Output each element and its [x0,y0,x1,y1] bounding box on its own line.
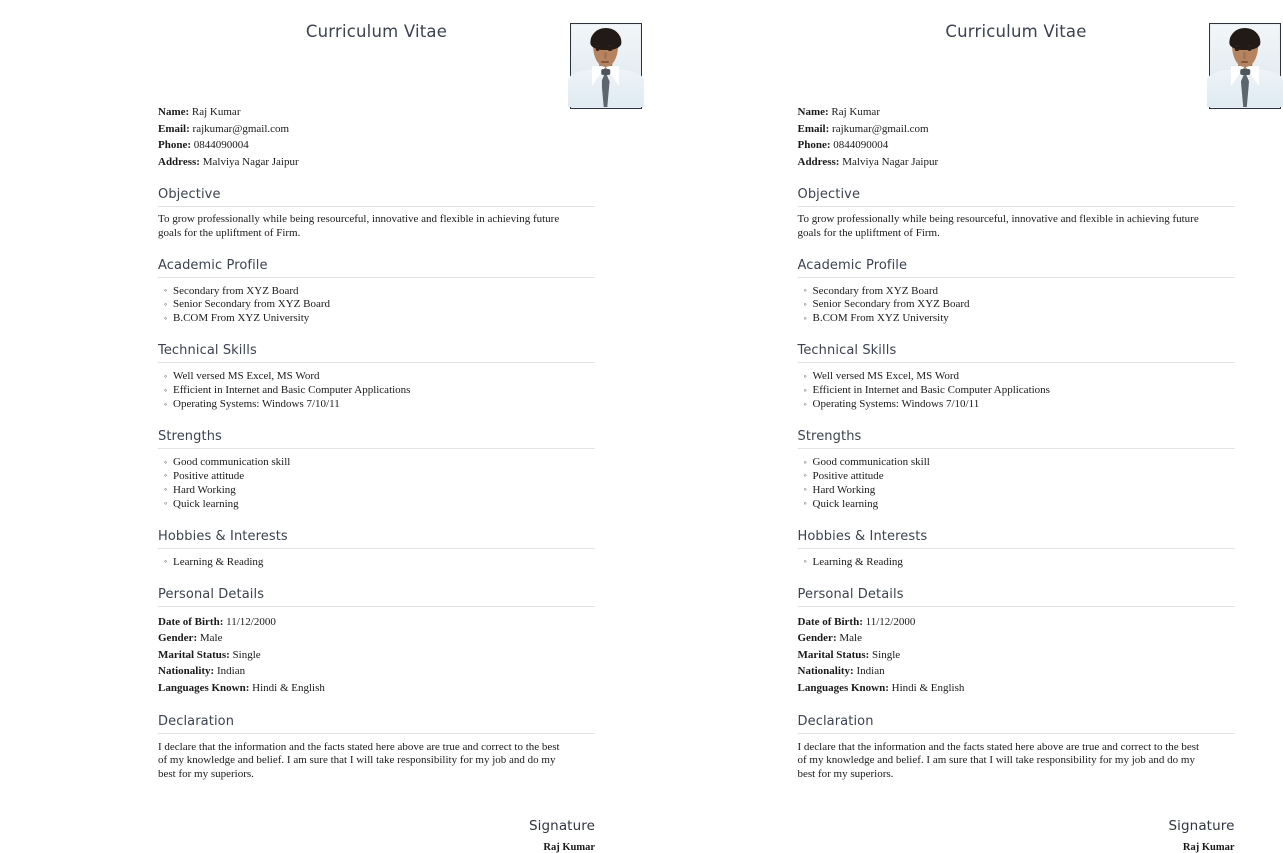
personal-detail-row [158,614,641,631]
academic-list [798,285,1281,327]
personal-detail-value: Single [229,648,261,661]
contact-address-value: Malviya Nagar Jaipur [202,155,299,168]
contact-name-label: Name: [158,106,190,118]
section-strengths-heading: Strengths [158,429,222,444]
contact-email-value: rajkumar@gmail.com [832,122,929,135]
section-declaration-body: I declare that the information and the facts stated here above are true and correct to the best of my knowledge and belief. I am sure that I will take responsibility for my job and do my best for my superiors. [158,740,560,780]
photo-image [1211,25,1279,107]
signature-name: Raj Kumar [543,842,595,853]
contact-phone-row [798,137,1281,154]
section-divider [158,362,595,363]
contact-name-value: Raj Kumar [831,106,880,118]
section-technical-heading: Technical Skills [797,343,897,359]
section-hobbies [158,529,641,570]
list-item: ◦ Good communication skill [804,456,1281,470]
technical-list [158,370,641,412]
section-divider [798,206,1235,207]
section-academic-profile [798,258,1281,327]
contact-block [798,104,1281,170]
personal-detail-value: Single [869,648,901,661]
section-divider [158,206,595,207]
personal-detail-value: Male [197,632,223,645]
list-item: ◦ Efficient in Internet and Basic Computer Applications [804,384,1281,398]
contact-phone-label: Phone: [158,139,191,152]
personal-detail-value: 11/12/2000 [223,615,276,628]
list-item: ◦ Learning & Reading [804,556,1281,570]
personal-detail-row [798,647,1281,664]
list-item: ◦ Learning & Reading [164,556,641,570]
personal-detail-label: Date of Birth: [158,615,224,628]
strengths-list [158,456,641,512]
section-declaration [798,714,1281,782]
contact-phone-value: 0844090004 [833,139,889,152]
hobbies-list [798,556,1281,570]
contact-address-row [158,154,641,171]
photo-mouth-shape [1241,61,1248,63]
contact-address-label: Address: [158,155,200,168]
list-item: ◦ Hard Working [804,484,1281,498]
section-divider [158,606,595,607]
photo-tie-knot-shape [1240,69,1250,75]
section-objective [798,187,1281,240]
section-divider [798,548,1235,549]
list-item: ◦ Well versed MS Excel, MS Word [804,370,1281,384]
photo-brow-right-shape [1247,45,1252,47]
personal-detail-label: Marital Status: [797,648,870,661]
contact-phone-label: Phone: [797,139,831,152]
signature-heading: Signature [528,818,595,835]
section-personal-heading: Personal Details [797,586,904,602]
cv-header [798,0,1281,108]
section-declaration-body: I declare that the information and the facts stated here above are true and correct to the best of my knowledge and belief. I am sure that I will take responsibility for my job and do my best for my superiors. [797,740,1200,780]
list-item: ◦ Efficient in Internet and Basic Computer Applications [164,384,641,398]
contact-phone-value: 0844090004 [193,139,249,152]
personal-detail-row [798,630,1281,647]
photo-eye-left-shape [1235,48,1238,50]
candidate-photo [1209,23,1281,109]
list-item: ◦ Operating Systems: Windows 7/10/11 [804,398,1281,412]
section-objective-body: To grow professionally while being resourceful, innovative and flexible in achieving future goals for the upliftment of Firm. [797,213,1199,239]
list-item: ◦ B.COM From XYZ University [164,312,641,326]
section-declaration-heading: Declaration [797,713,874,729]
personal-detail-row [798,614,1281,631]
section-strengths-heading: Strengths [797,429,862,444]
contact-email-label: Email: [797,122,830,135]
personal-detail-value: Hindi & English [888,681,965,694]
section-objective-heading: Objective [797,187,861,203]
section-academic-heading: Academic Profile [797,257,908,273]
personal-detail-label: Nationality: [158,665,215,678]
photo-hair-shape [1229,28,1260,49]
section-technical-skills [798,343,1281,412]
contact-phone-row [158,137,641,154]
personal-detail-label: Nationality: [797,665,854,678]
section-divider [158,277,595,278]
contact-name-label: Name: [797,106,829,118]
personal-detail-label: Marital Status: [158,648,230,661]
personal-detail-row [158,680,641,697]
contact-email-row [798,121,1281,138]
section-divider [158,448,595,449]
technical-list [798,370,1281,412]
cv-document-right [797,0,1281,853]
personal-detail-row [158,630,641,647]
contact-address-row [798,154,1281,171]
list-item: ◦ Secondary from XYZ Board [164,285,641,299]
section-strengths [158,429,641,512]
personal-detail-value: Indian [853,665,885,678]
list-item: ◦ Positive attitude [164,470,641,484]
personal-detail-label: Gender: [158,632,198,645]
photo-tie-knot-shape [601,69,611,75]
personal-detail-label: Gender: [797,632,837,645]
signature-block [158,818,595,853]
list-item: ◦ Positive attitude [804,470,1281,484]
list-item: ◦ Quick learning [164,498,641,512]
personal-details-rows [158,614,641,697]
personal-details-rows [798,614,1281,697]
section-personal-details [158,587,641,697]
section-divider [158,548,595,549]
section-declaration-heading: Declaration [158,713,235,729]
cv-document-left [158,0,641,853]
list-item: ◦ Secondary from XYZ Board [804,285,1281,299]
section-personal-details [798,587,1281,697]
contact-address-value: Malviya Nagar Jaipur [842,155,939,168]
candidate-photo [570,23,642,109]
personal-detail-label: Languages Known: [797,681,889,694]
page-title: Curriculum Vitae [305,22,448,41]
signature-name: Raj Kumar [1182,842,1235,853]
section-academic-heading: Academic Profile [158,257,268,273]
photo-brow-right-shape [607,45,612,47]
contact-email-row [158,121,641,138]
personal-detail-row [158,647,641,664]
section-hobbies [798,529,1281,570]
contact-name-value: Raj Kumar [191,106,241,118]
signature-block [798,818,1235,853]
list-item: ◦ Good communication skill [164,456,641,470]
personal-detail-value: 11/12/2000 [862,615,916,628]
section-strengths [798,429,1281,512]
photo-mouth-shape [601,61,608,63]
personal-detail-value: Male [836,632,862,645]
list-item: ◦ Operating Systems: Windows 7/10/11 [164,398,641,412]
contact-block [158,104,641,170]
list-item: ◦ Senior Secondary from XYZ Board [164,298,641,312]
contact-address-label: Address: [797,155,840,168]
photo-nose-shape [604,52,607,59]
photo-brow-left-shape [1235,45,1240,47]
photo-brow-left-shape [595,45,600,47]
photo-nose-shape [1243,52,1246,59]
section-divider [798,448,1235,449]
page-title: Curriculum Vitae [945,22,1087,41]
photo-eye-right-shape [1248,48,1251,50]
section-technical-heading: Technical Skills [158,343,257,359]
section-objective-body: To grow professionally while being resourceful, innovative and flexible in achieving future goals for the upliftment of Firm. [158,213,560,239]
section-technical-skills [158,343,641,412]
photo-image [572,25,640,107]
section-objective-heading: Objective [158,187,221,203]
signature-heading: Signature [1168,818,1235,835]
section-hobbies-heading: Hobbies & Interests [158,528,288,544]
section-divider [798,277,1235,278]
contact-email-label: Email: [158,122,190,135]
section-personal-heading: Personal Details [158,586,265,602]
section-divider [798,733,1235,734]
strengths-list [798,456,1281,512]
cv-header [158,0,641,108]
section-divider [158,733,595,734]
personal-detail-value: Indian [214,665,246,678]
list-item: ◦ Senior Secondary from XYZ Board [804,298,1281,312]
contact-email-value: rajkumar@gmail.com [192,122,290,135]
personal-detail-row [158,663,641,680]
section-academic-profile [158,258,641,327]
list-item: ◦ Quick learning [804,498,1281,512]
list-item: ◦ Hard Working [164,484,641,498]
academic-list [158,285,641,327]
section-objective [158,187,641,240]
personal-detail-row [798,680,1281,697]
list-item: ◦ Well versed MS Excel, MS Word [164,370,641,384]
personal-detail-value: Hindi & English [249,681,325,694]
section-hobbies-heading: Hobbies & Interests [797,528,928,544]
section-divider [798,606,1235,607]
list-item: ◦ B.COM From XYZ University [804,312,1281,326]
personal-detail-row [798,663,1281,680]
personal-detail-label: Date of Birth: [797,615,863,628]
personal-detail-label: Languages Known: [158,681,250,694]
hobbies-list [158,556,641,570]
photo-eye-right-shape [608,48,611,50]
section-declaration [158,714,641,782]
section-divider [798,362,1235,363]
